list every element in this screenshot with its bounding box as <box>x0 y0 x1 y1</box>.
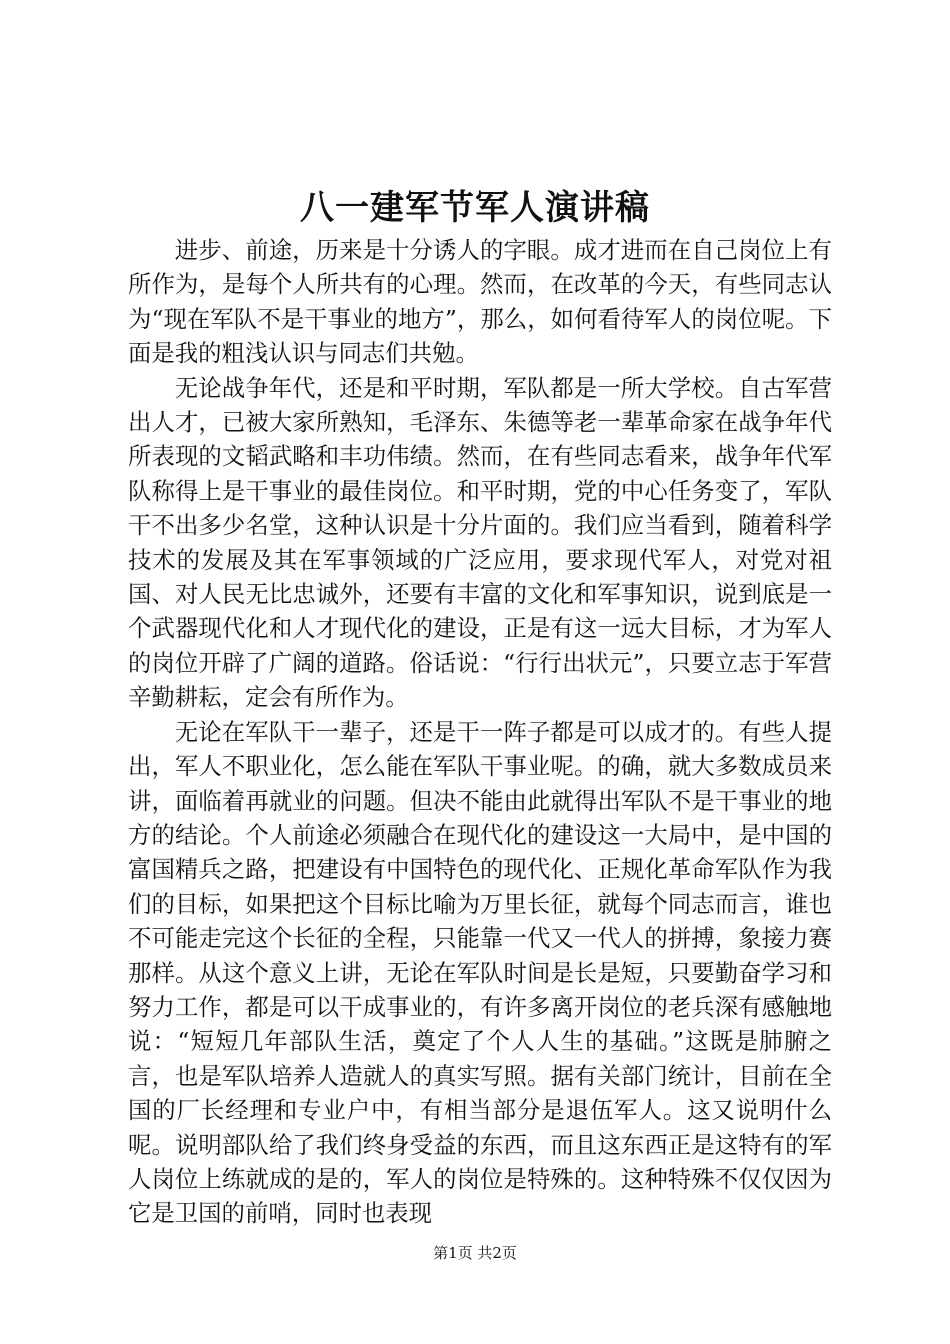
paragraph-2: 无论战争年代，还是和平时期，军队都是一所大学校。自古军营出人才，已被大家所熟知，毛泽东、朱德等老一辈革命家在战争年代所表现的文韬武略和丰功伟绩。然而，在有些同志看来，战争年代军队称得上是干事业的最佳岗位。和平时期，党的中心任务变了，军队干不出多少名堂，这种认识是十分片面的。我们应当看到，随着科学技术的发展及其在军事领域的广泛应用，要求现代军人，对党对祖国、对人民无比忠诚外，还要有丰富的文化和军事知识，说到底是一个武器现代化和人才现代化的建设，正是有这一远大目标，才为军人的岗位开辟了广阔的道路。俗话说：“行行出状元”，只要立志于军营辛勤耕耘，定会有所作为。 <box>128 373 832 712</box>
paragraph-1: 进步、前途，历来是十分诱人的字眼。成才进而在自己岗位上有所作为，是每个人所共有的心理。然而，在改革的今天，有些同志认为“现在军队不是干事业的地方”，那么，如何看待军人的岗位呢。下面是我的粗浅认识与同志们共勉。 <box>128 236 832 368</box>
document-body <box>128 233 832 1231</box>
document-title: 八一建军节军人演讲稿 <box>300 188 650 228</box>
page-number-footer: 第1页 共2页 <box>433 1244 517 1262</box>
paragraph-3: 无论在军队干一辈子，还是干一阵子都是可以成才的。有些人提出，军人不职业化，怎么能在军队干事业呢。的确，就大多数成员来讲，面临着再就业的问题。但决不能由此就得出军队不是干事业的地方的结论。个人前途必须融合在现代化的建设这一大局中，是中国的富国精兵之路，把建设有中国特色的现代化、正规化革命军队作为我们的目标，如果把这个目标比喻为万里长征，就每个同志而言，谁也不可能走完这个长征的全程，只能靠一代又一代人的拼搏，象接力赛那样。从这个意义上讲，无论在军队时间是长是短，只要勤奋学习和努力工作，都是可以干成事业的，有许多离开岗位的老兵深有感触地说：“短短几年部队生活，奠定了个人人生的基础。”这既是肺腑之言，也是军队培养人造就人的真实写照。据有关部门统计，目前在全国的厂长经理和专业户中，有相当部分是退伍军人。这又说明什么呢。说明部队给了我们终身受益的东西，而且这东西正是这特有的军人岗位上练就成的是的，军人的岗位是特殊的。这种特殊不仅仅因为它是卫国的前哨，同时也表现 <box>128 717 832 1228</box>
